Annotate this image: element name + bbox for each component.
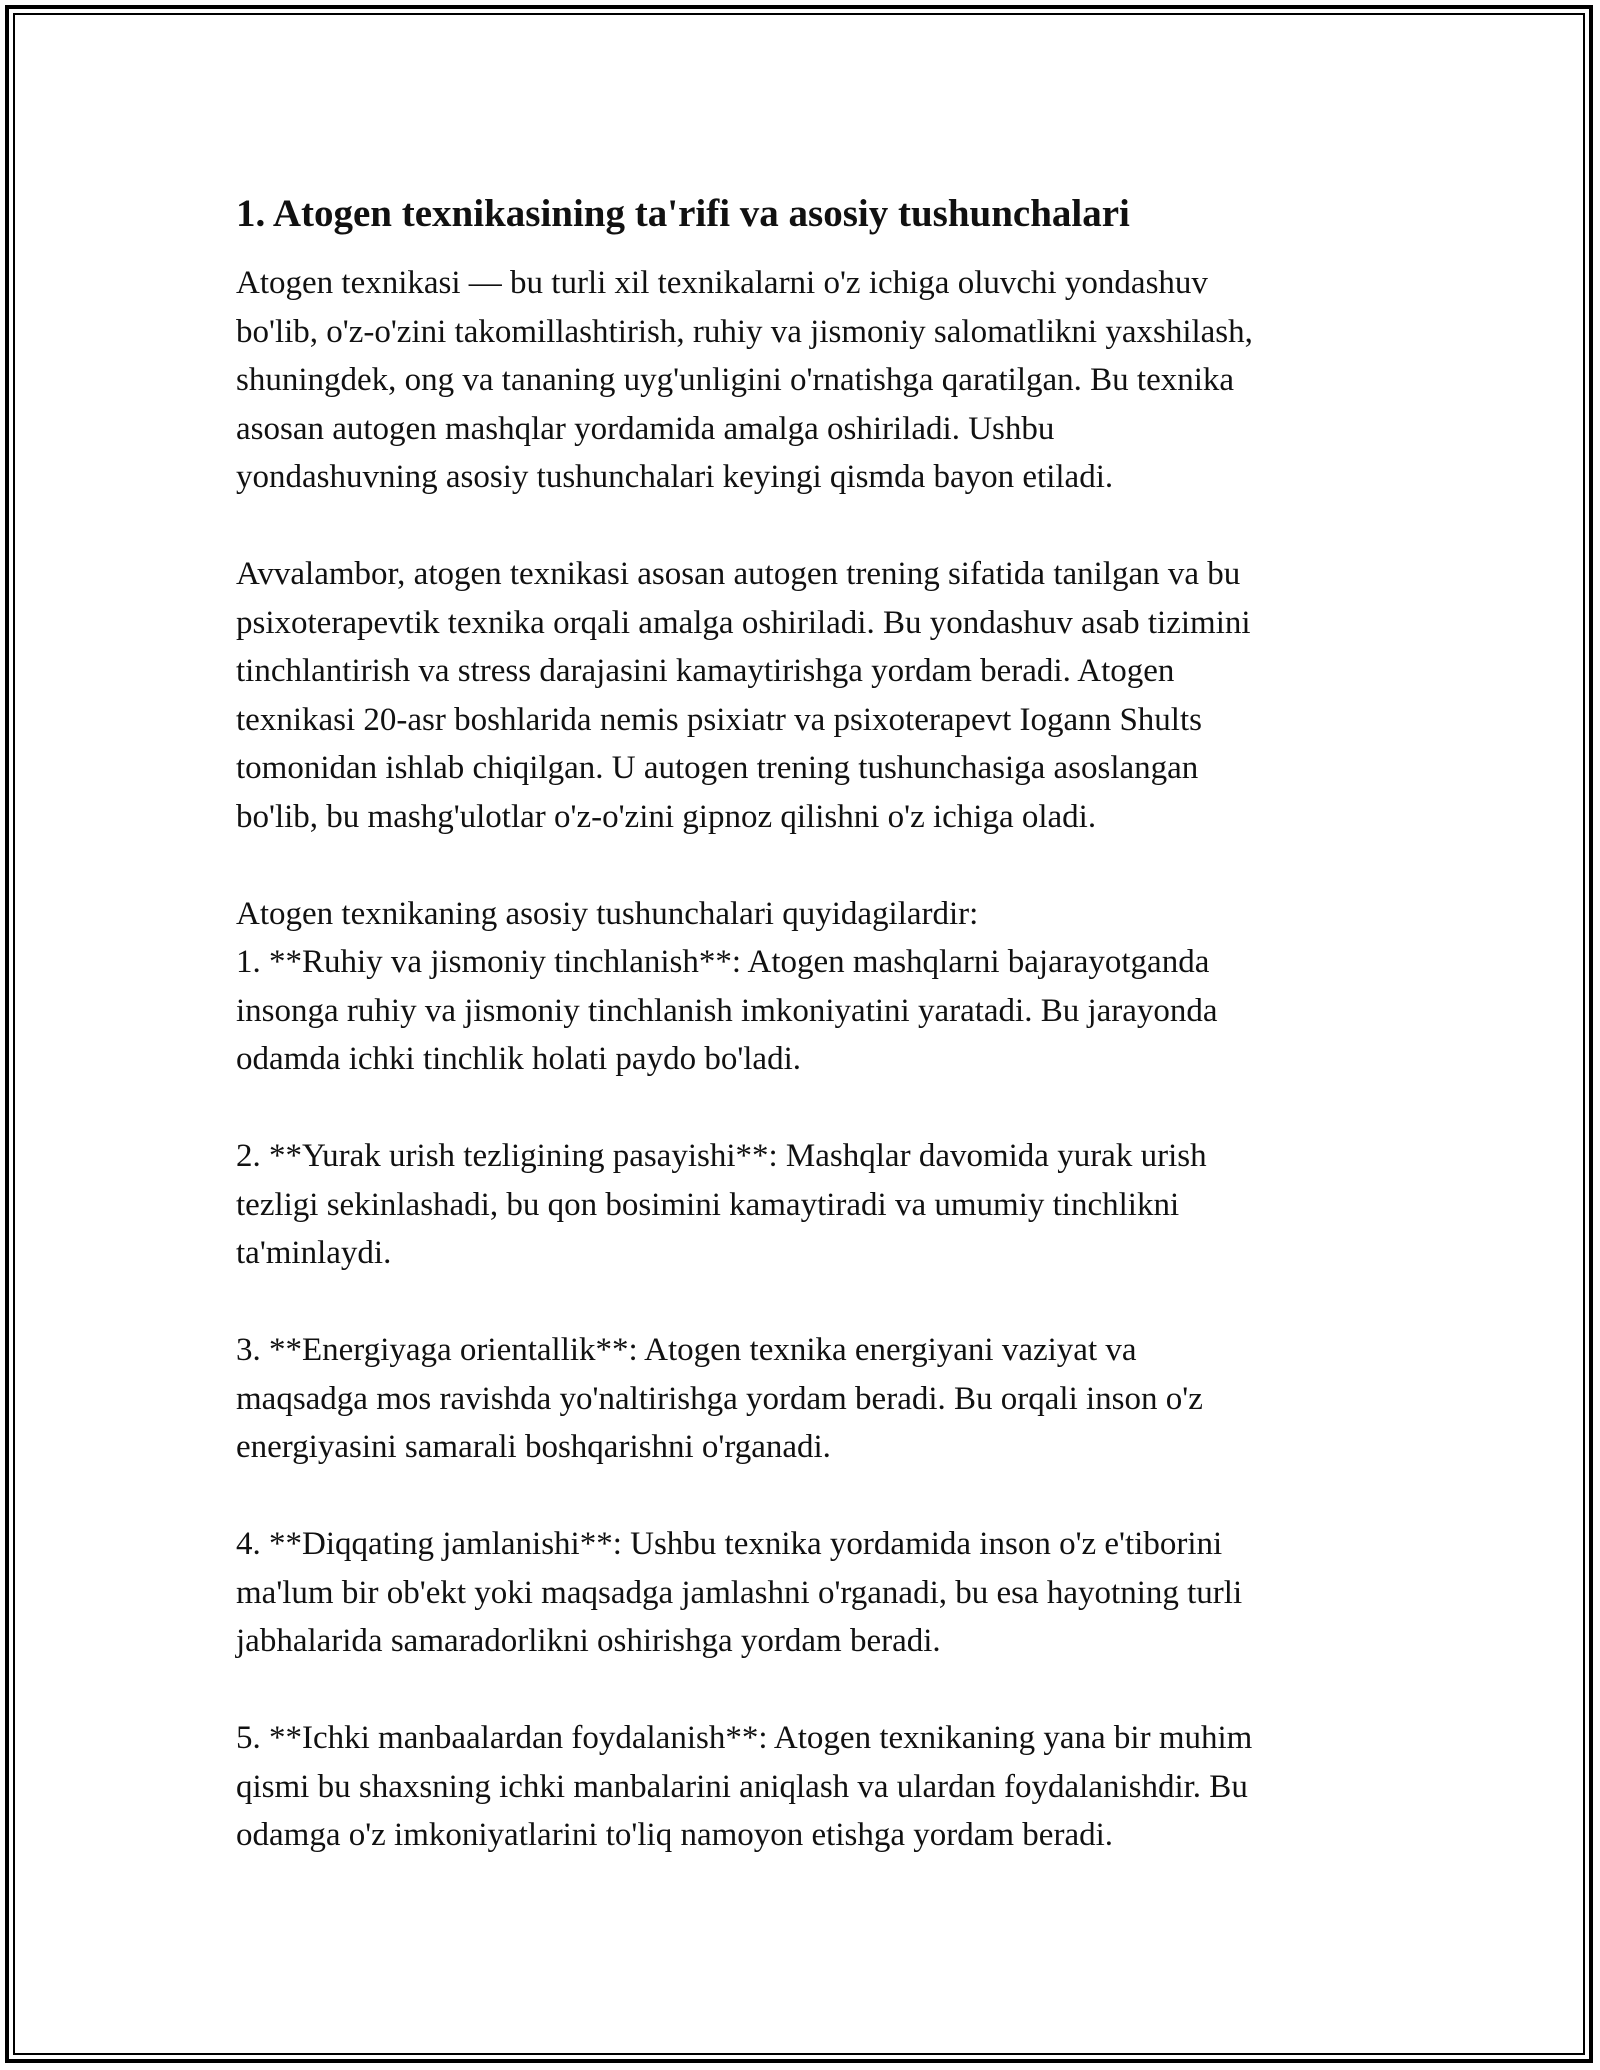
- list-item-4-line: 4. **Diqqating jamlanishi**: Ushbu texnika yordamida inson o'z e'tiborini: [236, 1526, 1223, 1562]
- section-heading: 1. Atogen texnikasining ta'rifi va asosiy tushunchalari: [236, 192, 1130, 235]
- list-item-2-line: tezligi sekinlashadi, bu qon bosimini kamaytiradi va umumiy tinchlikni: [236, 1186, 1180, 1223]
- text-block: [236, 259, 1386, 1860]
- paragraph-2-line: Avvalambor, atogen texnikasi asosan autogen trening sifatida tanilgan va bu: [236, 556, 1241, 592]
- paragraph-1-line: Atogen texnikasi — bu turli xil texnikalarni o'z ichiga oluvchi yondashuv: [236, 265, 1208, 301]
- paragraph-1-line: asosan autogen mashqlar yordamida amalga oshiriladi. Ushbu: [236, 410, 1055, 447]
- list-item-4-line: ma'lum bir ob'ekt yoki maqsadga jamlashni o'rganadi, bu esa hayotning turli: [236, 1574, 1243, 1611]
- list-item-1-line: odamda ichki tinchlik holati paydo bo'ladi.: [236, 1041, 801, 1077]
- list-item-4-line: jabhalarida samaradorlikni oshirishga yordam beradi.: [236, 1623, 941, 1659]
- list-item-3-line: energiyasini samarali boshqarishni o'rganadi.: [236, 1429, 831, 1465]
- paragraph-spacer: [236, 1278, 1386, 1327]
- list-intro: Atogen texnikaning asosiy tushunchalari quyidagilardir:: [236, 895, 979, 932]
- document-body: [236, 183, 1386, 1860]
- list-item-2-line: ta'minlaydi.: [236, 1235, 392, 1271]
- paragraph-1-line: bo'lib, o'z-o'zini takomillashtirish, ruhiy va jismoniy salomatlikni yaxshilash,: [236, 313, 1253, 350]
- list-item-3-line: 3. **Energiyaga orientallik**: Atogen texnika energiyani vaziyat va: [236, 1332, 1137, 1368]
- paragraph-1-line: yondashuvning asosiy tushunchalari keyingi qismda bayon etiladi.: [236, 459, 1114, 495]
- list-item-5-line: qismi bu shaxsning ichki manbalarini aniqlash va ulardan foydalanishdir. Bu: [236, 1768, 1248, 1805]
- paragraph-spacer: [236, 502, 1386, 551]
- list-item-1-line: insonga ruhiy va jismoniy tinchlanish imkoniyatini yaratadi. Bu jarayonda: [236, 992, 1218, 1029]
- list-item-1-line: 1. **Ruhiy va jismoniy tinchlanish**: Atogen mashqlarni bajarayotganda: [236, 944, 1210, 980]
- paragraph-2-line: tinchlantirish va stress darajasini kamaytirishga yordam beradi. Atogen: [236, 653, 1175, 689]
- list-item-2-line: 2. **Yurak urish tezligining pasayishi**: Mashqlar davomida yurak urish: [236, 1138, 1207, 1174]
- paragraph-2-line: texnikasi 20-asr boshlarida nemis psixiatr va psixoterapevt Iogann Shults: [236, 701, 1202, 738]
- paragraph-spacer: [236, 1472, 1386, 1521]
- paragraph-2-line: psixoterapevtik texnika orqali amalga oshiriladi. Bu yondashuv asab tizimini: [236, 604, 1251, 641]
- paragraph-spacer: [236, 841, 1386, 890]
- list-item-5-line: odamga o'z imkoniyatlarini to'liq namoyon etishga yordam beradi.: [236, 1817, 1114, 1853]
- list-item-5-line: 5. **Ichki manbaalardan foydalanish**: Atogen texnikaning yana bir muhim: [236, 1720, 1253, 1756]
- paragraph-spacer: [236, 1666, 1386, 1715]
- list-item-3-line: maqsadga mos ravishda yo'naltirishga yordam beradi. Bu orqali inson o'z: [236, 1380, 1203, 1417]
- paragraph-spacer: [236, 1084, 1386, 1133]
- paragraph-2-line: tomonidan ishlab chiqilgan. U autogen trening tushunchasiga asoslangan: [236, 750, 1199, 786]
- paragraph-2-line: bo'lib, bu mashg'ulotlar o'z-o'zini gipnoz qilishni o'z ichiga oladi.: [236, 798, 1097, 835]
- paragraph-1-line: shuningdek, ong va tananing uyg'unligini o'rnatishga qaratilgan. Bu texnika: [236, 362, 1235, 398]
